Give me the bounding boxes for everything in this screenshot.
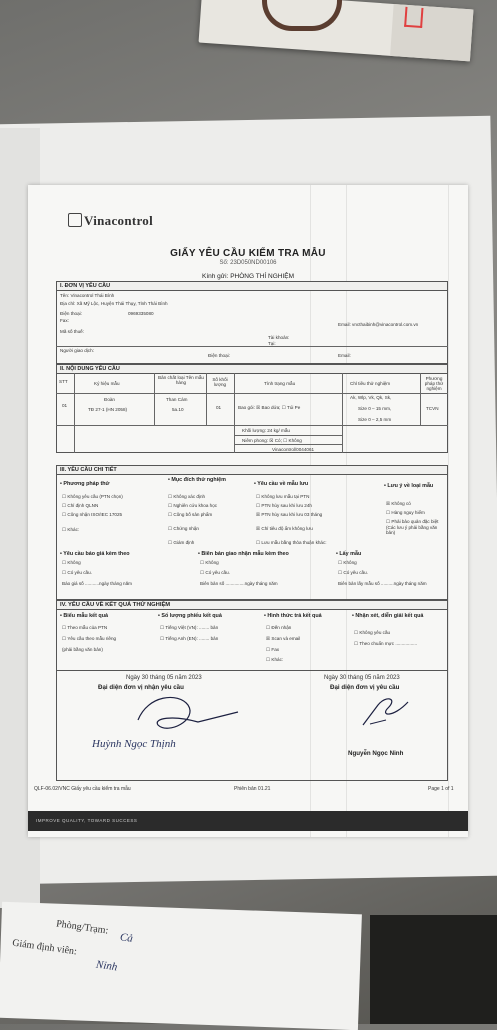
section-2-heading: II. NỘI DUNG YÊU CẦU xyxy=(56,364,448,373)
bottom-paper xyxy=(0,902,362,1030)
sampling-title: • Lấy mẫu xyxy=(336,551,362,557)
sampling-option[interactable]: ☐ Có yêu cầu. xyxy=(338,570,368,576)
seal-status: Niêm phong: ☒ Có; ☐ Không xyxy=(242,438,302,443)
retention-option[interactable]: ☒ Chỉ tiêu độ ẩm không lưu xyxy=(256,526,313,532)
document-title: GIẤY YÊU CẦU KIỂM TRA MẪU xyxy=(170,248,326,259)
delivery-option[interactable]: ☐ Fax xyxy=(266,647,279,653)
document-sheet xyxy=(28,185,468,837)
right-date: Ngày 30 tháng 05 năm 2023 xyxy=(324,675,400,681)
sample-type-title: • Lưu ý về loại mẫu xyxy=(384,483,434,489)
row-code-1: Đoàn xyxy=(104,397,115,402)
bank-at-label: Tại: xyxy=(268,341,276,346)
dark-object xyxy=(370,915,497,1024)
purpose-option[interactable]: ☐ Công bố sản phẩm xyxy=(168,512,212,518)
row-stt: 01 xyxy=(62,403,68,408)
col-condition: Tình trạng mẫu xyxy=(264,381,296,386)
left-title: Đại diện đơn vị nhận yêu cầu xyxy=(98,684,184,691)
form-code: QLF-06.02/VNC Giấy yêu cầu kiểm tra mẫu xyxy=(34,786,131,792)
retention-option[interactable]: ☐ PTN hủy sau khi lưu 24h xyxy=(256,503,312,509)
delivery-option[interactable]: ☐ Đến nhận xyxy=(266,625,291,631)
handover-number: Biên bản số ...............ngày tháng năm xyxy=(200,581,278,586)
comment-option[interactable]: ☐ Theo chuẩn mực ................. xyxy=(354,641,417,647)
left-signature xyxy=(128,690,248,740)
row-test-2: Size 0 – 15 mm, xyxy=(358,406,392,411)
sample-type-option[interactable]: ☐ Phải bảo quản đặc biệt (Các lưu ý phải bằng văn bản) xyxy=(386,519,446,536)
inspector-label: Giám định viên: xyxy=(11,937,78,958)
inspector-value: Ninh xyxy=(95,958,119,974)
row-test-3: Size 0 – 2,5 mm xyxy=(358,417,392,422)
right-signature xyxy=(358,690,418,730)
test-method-title: • Phương pháp thử xyxy=(60,481,110,487)
section-3-heading: III. YÊU CẦU CHI TIẾT xyxy=(56,465,448,474)
total-weight: Khối lượng: 24 kg/ mẫu xyxy=(242,428,290,433)
test-method-option[interactable]: ☐ Công nhận ISO/IEC 17025 xyxy=(62,512,122,518)
station-value: Cả xyxy=(119,931,134,945)
test-method-option[interactable]: ☐ Không yêu cầu (PTN chọn) xyxy=(62,494,123,500)
row-method: TCVN xyxy=(426,406,439,411)
purpose-option[interactable]: ☐ Nghiên cứu khoa học xyxy=(168,503,217,509)
logo-icon xyxy=(68,213,82,227)
retention-option[interactable]: ☒ PTN hủy sau khi lưu 03 tháng xyxy=(256,512,322,518)
section-1-heading: I. ĐƠN VỊ YÊU CẦU xyxy=(56,281,448,290)
tax-code-label: Mã số thuế: xyxy=(60,329,85,334)
left-name: Huỳnh Ngọc Thịnh xyxy=(92,738,176,750)
test-method-option[interactable]: ☐ Khác: xyxy=(62,527,79,533)
row-quantity: 01 xyxy=(216,405,222,410)
contact-phone-label: Điện thoại: xyxy=(208,353,230,358)
footer-bar xyxy=(28,811,468,831)
phone-value: 0969335080 xyxy=(128,311,154,316)
section-4-heading: IV. YÊU CẦU VỀ KẾT QUẢ THỬ NGHIỆM xyxy=(56,600,448,609)
row-code-2: TĐ 27-1 (HN 2058) xyxy=(88,407,128,412)
row-name-1: Than Cám xyxy=(166,397,188,402)
slogan: IMPROVE QUALITY, TOWARD SUCCESS xyxy=(36,818,138,823)
purpose-option[interactable]: ☐ Không xác định xyxy=(168,494,205,500)
document-number: Số: 23D050ND00106 xyxy=(219,260,277,266)
report-count-en[interactable]: ☐ Tiếng Anh (EN): ........ bản xyxy=(160,636,218,642)
col-sample-name: Bản chất loại Tên mẫu hàng xyxy=(158,375,204,385)
report-count-title: • Số lượng phiếu kết quả xyxy=(158,613,222,619)
addressee: Kính gửi: PHÒNG THÍ NGHIỆM xyxy=(202,273,294,280)
quote-number: Báo giá số ...........ngày tháng năm xyxy=(62,581,132,586)
station-label: Phòng/Trạm: xyxy=(55,918,109,937)
quote-title: • Yêu cầu báo giá kèm theo xyxy=(60,551,130,557)
col-test-items: Chỉ tiêu thử nghiệm xyxy=(350,381,391,386)
result-form-note: (phải bằng văn bản) xyxy=(62,647,103,652)
fax-label: Fax: xyxy=(60,318,69,323)
delivery-option[interactable]: ☐ Khác: xyxy=(266,657,283,663)
form-version: Phiên bản 01.21 xyxy=(234,786,271,792)
handover-title: • Biên bản giao nhận mẫu kèm theo xyxy=(198,551,289,557)
requester-name: Tên: Vinacontrol Thái Bình xyxy=(60,293,115,298)
result-form-option[interactable]: ☐ Yêu cầu theo mẫu riêng xyxy=(62,636,116,642)
purpose-option[interactable]: ☐ Giám định xyxy=(168,540,194,546)
left-date: Ngày 30 tháng 05 năm 2023 xyxy=(126,675,202,681)
right-name: Nguyễn Ngọc Ninh xyxy=(348,750,404,757)
email-value: Email: vncthaibinh@vinacontrol.com.vn xyxy=(338,322,419,327)
requester-address: Địa chỉ: Xã Mỹ Lộc, Huyện Thái Thụy, Tỉnh Thái Bình xyxy=(60,301,168,306)
handover-option[interactable]: ☐ Có yêu cầu. xyxy=(200,570,230,576)
delivery-option[interactable]: ☒ Scan và email xyxy=(266,636,300,642)
handover-option[interactable]: ☐ Không xyxy=(200,560,219,566)
comment-title: • Nhận xét, diễn giải kết quả xyxy=(352,613,424,619)
col-test-method: Phương pháp thử nghiệm xyxy=(424,376,444,391)
row-name-2: 5a.10 xyxy=(172,407,184,412)
col-quantity: Số khối lượng xyxy=(212,377,228,387)
phone-label: Điện thoại: xyxy=(60,311,82,316)
col-stt: STT xyxy=(59,379,68,384)
logo: Vinacontrol xyxy=(84,213,154,228)
sampling-number: Biên bản lấy mẫu số ..........ngày tháng năm xyxy=(338,581,427,586)
quote-option[interactable]: ☐ Không xyxy=(62,560,81,566)
contact-email-label: Email: xyxy=(338,353,351,358)
right-title: Đại diện đơn vị yêu cầu xyxy=(330,684,400,691)
test-method-option[interactable]: ☐ Chỉ định QLNN xyxy=(62,503,98,509)
result-form-title: • Biểu mẫu kết quả xyxy=(60,613,109,619)
sampling-option[interactable]: ☐ Không xyxy=(338,560,357,566)
retention-title: • Yêu cầu về mẫu lưu xyxy=(254,481,309,487)
report-count-vn[interactable]: ☐ Tiếng Việt (VN): ........ bản xyxy=(160,625,218,631)
purpose-title: • Mục đích thử nghiệm xyxy=(168,477,226,483)
retention-option[interactable]: ☐ Lưu mẫu bằng thỏa thuận khác: xyxy=(256,540,327,546)
row-condition: Bao gói: ☒ Bao dứa; ☐ Túi Pe xyxy=(238,405,301,410)
page-number: Page 1 of 1 xyxy=(428,786,454,792)
sample-type-option[interactable]: ☒ Không có xyxy=(386,501,411,507)
col-sample-code: Ký hiệu mẫu xyxy=(94,381,120,386)
comment-option[interactable]: ☐ Không yêu cầu xyxy=(354,630,390,636)
bank-account-label: Tài khoản: xyxy=(268,335,290,340)
retention-option[interactable]: ☐ Không lưu mẫu tại PTN xyxy=(256,494,309,500)
sample-type-option[interactable]: ☐ Hàng nguy hiểm xyxy=(386,510,425,516)
row-test-1: Ak, Wlp, Vk, Qk, Sk, xyxy=(350,395,392,400)
seal-number: Vinacontrol/0044061 xyxy=(272,447,315,452)
delivery-title: • Hình thức trả kết quả xyxy=(264,613,322,619)
contact-person-label: Người giao dịch: xyxy=(60,348,94,353)
result-form-option[interactable]: ☐ Theo mẫu của PTN xyxy=(62,625,107,631)
purpose-option[interactable]: ☐ Chứng nhận xyxy=(168,526,199,532)
quote-option[interactable]: ☐ Có yêu cầu. xyxy=(62,570,92,576)
